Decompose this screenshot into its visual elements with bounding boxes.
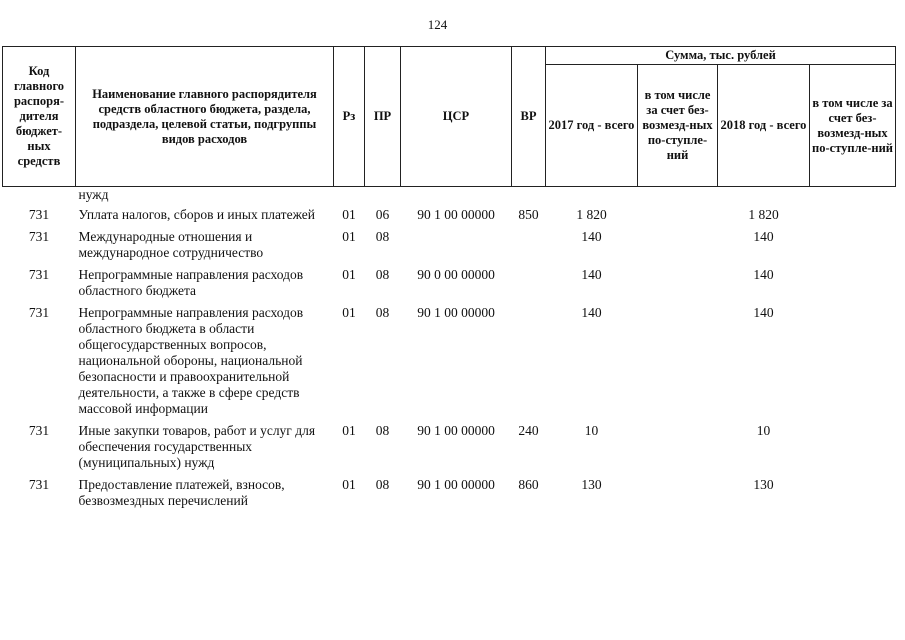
row-vr [512, 228, 546, 262]
row-vr: 860 [518, 477, 539, 492]
row-name: Иные закупки товаров, работ и услуг для обеспечения государственных (муниципальных) нужд [78, 423, 316, 470]
row-name: Непрограммные направления расходов областного бюджета в области общегосударственных вопросов, национальной обороны, национальной безопасности и правоохранительной деятельности, а также в сфере средств массовой информации [78, 305, 304, 416]
row-free-2018 [810, 206, 896, 224]
budget-table [2, 46, 896, 510]
row-free-2017 [638, 476, 718, 510]
row-sum-2018: 140 [753, 229, 774, 244]
row-sum-2017: 140 [581, 267, 602, 282]
row-sum-2018: 1 820 [748, 207, 779, 222]
row-pr: 08 [375, 229, 390, 244]
row-free-2017 [638, 266, 718, 300]
row-name: Международные отношения и международное сотрудничество [78, 229, 264, 260]
row-pr: 08 [375, 305, 390, 320]
row-sum-2018: 140 [753, 267, 774, 282]
header-2017-free: в том числе за счет без-возмезд-ных по-ступле-ний [638, 65, 718, 187]
header-csr: ЦСР [401, 47, 512, 187]
page-number: 124 [427, 17, 448, 32]
row-rz: 01 [342, 229, 356, 244]
row-rz: 01 [342, 477, 356, 492]
row-free-2017 [638, 206, 718, 224]
row-pr: 06 [375, 207, 390, 222]
row-code: 731 [28, 207, 50, 222]
row-sum-2017: 140 [581, 305, 602, 320]
row-csr: 90 1 00 00000 [417, 305, 495, 320]
row-free-2018 [810, 422, 896, 472]
row-vr: 240 [518, 423, 539, 438]
row-sum-2018: 10 [756, 423, 771, 438]
row-sum-2018: 140 [753, 305, 774, 320]
row-free-2018 [810, 304, 896, 418]
row-sum-2017: 140 [581, 229, 602, 244]
row-free-2018 [810, 476, 896, 510]
table-row [3, 422, 896, 472]
row-code: 731 [28, 423, 50, 438]
row-csr: 90 1 00 00000 [417, 423, 495, 438]
row-free-2017 [638, 228, 718, 262]
row-rz: 01 [342, 267, 356, 282]
table-row [3, 266, 896, 300]
row-sum-2017: 10 [584, 423, 599, 438]
carryover-row [3, 187, 896, 207]
table-row [3, 206, 896, 224]
row-code: 731 [28, 229, 50, 244]
row-rz: 01 [342, 207, 356, 222]
row-rz: 01 [342, 423, 356, 438]
row-vr: 850 [518, 207, 539, 222]
row-pr: 08 [375, 423, 390, 438]
row-free-2017 [638, 422, 718, 472]
header-name: Наименование главного распорядителя средств областного бюджета, раздела, подраздела, целевой статьи, подгруппы видов расходов [76, 47, 334, 187]
header-2017-total: 2017 год - всего [546, 65, 638, 187]
row-name: Уплата налогов, сборов и иных платежей [78, 207, 315, 222]
header-code: Код главного распоря-дителя бюджет-ных средств [3, 47, 76, 187]
row-sum-2018: 130 [753, 477, 774, 492]
header-sum-group: Сумма, тыс. рублей [546, 47, 896, 65]
row-sum-2017: 1 820 [576, 207, 607, 222]
row-vr [512, 266, 546, 300]
row-name: Предоставление платежей, взносов, безвозмездных перечислений [78, 477, 285, 508]
row-name: Непрограммные направления расходов областного бюджета [78, 267, 304, 298]
table-row [3, 228, 896, 262]
header-2018-free: в том числе за счет без-возмезд-ных по-ступле-ний [810, 65, 896, 187]
row-free-2018 [810, 228, 896, 262]
header-2018-total: 2018 год - всего [718, 65, 810, 187]
header-pr: ПР [365, 47, 401, 187]
carryover-text: нужд [78, 187, 109, 202]
row-csr: 90 1 00 00000 [417, 207, 495, 222]
row-csr: 90 0 00 00000 [417, 267, 495, 282]
row-csr: 90 1 00 00000 [417, 477, 495, 492]
header-vr: ВР [512, 47, 546, 187]
row-sum-2017: 130 [581, 477, 602, 492]
row-free-2018 [810, 266, 896, 300]
row-csr [401, 228, 512, 262]
row-code: 731 [28, 305, 50, 320]
row-free-2017 [638, 304, 718, 418]
row-code: 731 [28, 477, 50, 492]
row-vr [512, 304, 546, 418]
row-rz: 01 [342, 305, 356, 320]
row-pr: 08 [375, 477, 390, 492]
table-row [3, 304, 896, 418]
table-row [3, 476, 896, 510]
header-rz: Рз [334, 47, 365, 187]
row-pr: 08 [375, 267, 390, 282]
row-code: 731 [28, 267, 50, 282]
